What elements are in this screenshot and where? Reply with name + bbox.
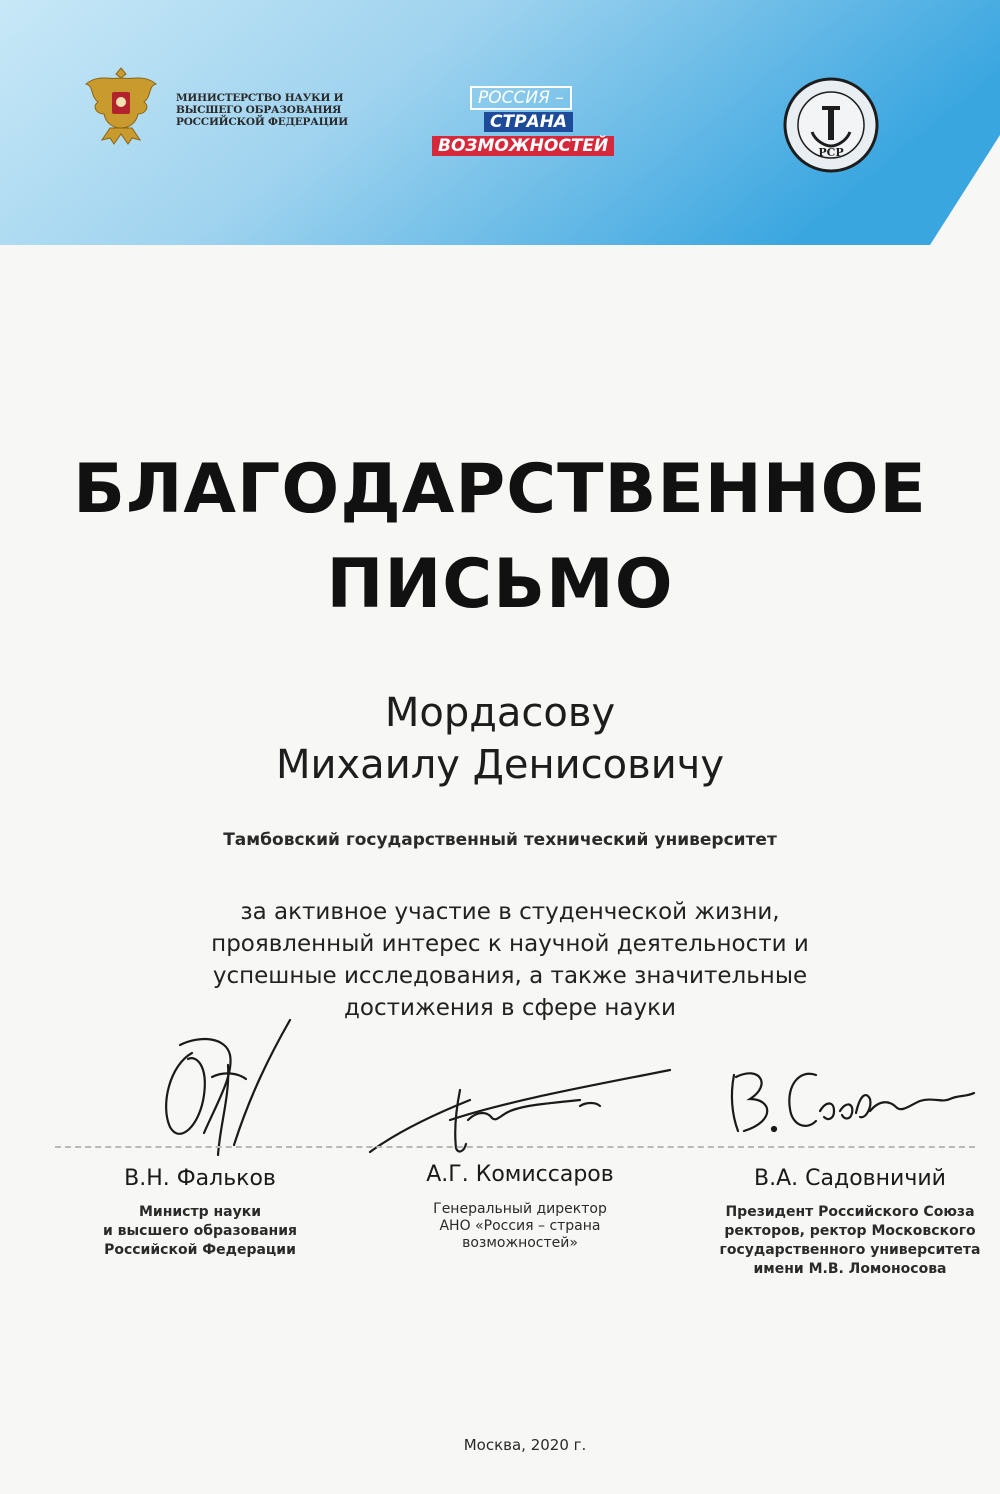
signature-falkov	[130, 1015, 300, 1165]
reason-line: успешные исследования, а также значительные	[212, 963, 808, 989]
rectors-union-seal-icon	[782, 76, 880, 174]
logo-line-1: РОССИЯ –	[470, 86, 572, 110]
signature-sadovnichy	[720, 1055, 980, 1145]
role-line: Генеральный директор	[433, 1201, 607, 1217]
logo-line-2: СТРАНА	[484, 112, 573, 132]
signatory-name: В.Н. Фальков	[124, 1166, 276, 1191]
signatory-1	[60, 1166, 340, 1260]
signature-divider	[55, 1146, 975, 1148]
reason-line: достижения в сфере науки	[344, 995, 676, 1021]
role-line: Российской Федерации	[104, 1242, 296, 1258]
signatory-name: В.А. Садовничий	[754, 1166, 946, 1191]
role-line: государственного университета	[719, 1242, 981, 1258]
role-line: ректоров, ректор Московского	[724, 1223, 976, 1239]
logo-line-3: ВОЗМОЖНОСТЕЙ	[432, 136, 614, 156]
role-line: и высшего образования	[102, 1223, 298, 1239]
reason-line: за активное участие в студенческой жизни,	[240, 899, 780, 925]
signature-komissarov	[360, 1060, 680, 1160]
role-line: имени М.В. Ломоносова	[753, 1261, 947, 1277]
role-line: АНО «Россия – страна	[439, 1218, 601, 1234]
recipient-surname: Мордасову	[384, 690, 616, 736]
signatory-role	[60, 1203, 340, 1260]
role-line: возможностей»	[462, 1235, 578, 1251]
signatory-role	[380, 1201, 660, 1252]
recipient-organization: Тамбовский государственный технический университет	[223, 830, 777, 850]
russia-land-of-opportunities-logo	[430, 86, 610, 166]
signatory-role	[700, 1203, 1000, 1279]
recipient-given-names: Михаилу Денисовичу	[276, 742, 724, 788]
svg-text:РСР: РСР	[818, 146, 844, 159]
coat-of-arms-icon	[80, 62, 162, 152]
place-and-date: Москва, 2020 г.	[463, 1436, 587, 1454]
signatory-name: А.Г. Комиссаров	[426, 1162, 614, 1187]
signatory-2	[380, 1162, 660, 1252]
document-title-line-2: ПИСЬМО	[326, 545, 674, 624]
reason-line: проявленный интерес к научной деятельности и	[211, 931, 809, 957]
role-line: Президент Российского Союза	[725, 1204, 975, 1220]
document-title-line-1: БЛАГОДАРСТВЕННОЕ	[73, 450, 927, 529]
signatory-3	[700, 1166, 1000, 1279]
ministry-name: МИНИСТЕРСТВО НАУКИ И ВЫСШЕГО ОБРАЗОВАНИЯ РОССИЙСКОЙ ФЕДЕРАЦИИ	[176, 92, 348, 128]
reason-text	[150, 896, 870, 1024]
ministry-logo	[80, 62, 350, 157]
role-line: Министр науки	[138, 1204, 262, 1220]
